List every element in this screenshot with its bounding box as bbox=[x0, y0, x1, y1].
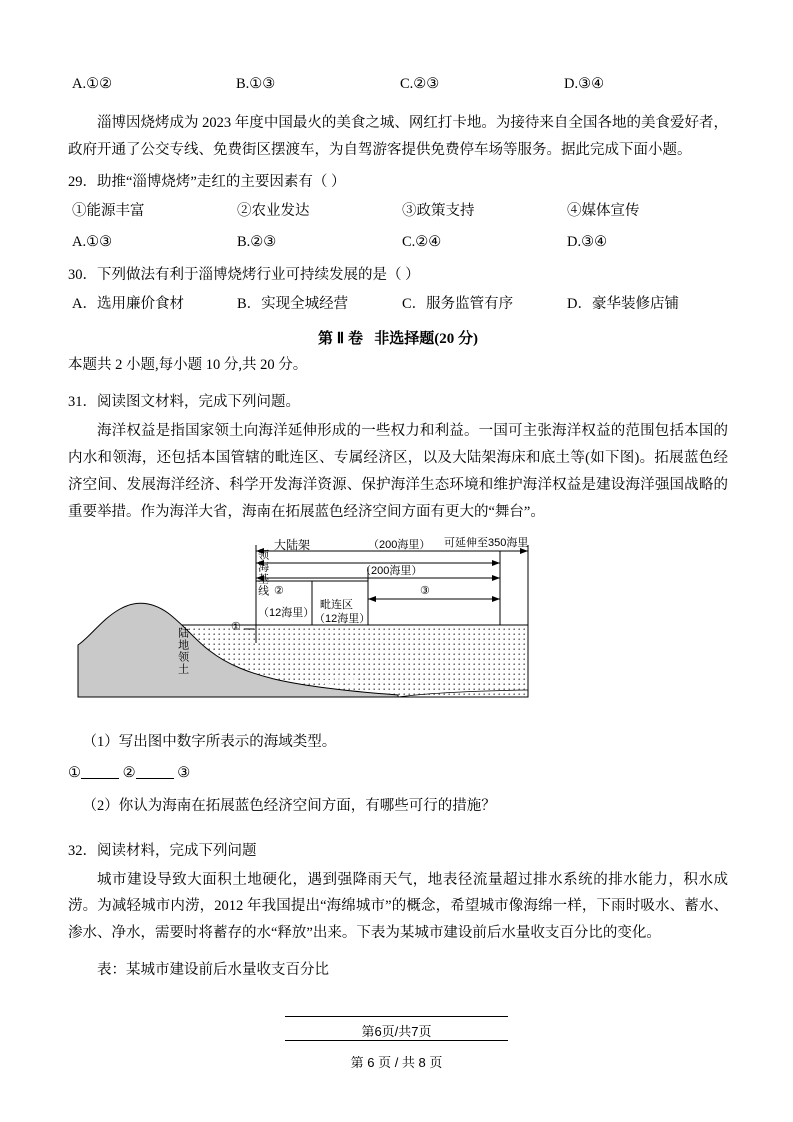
q29-option-d: D.③④ bbox=[567, 234, 608, 250]
section-2-title-part1: 第 bbox=[318, 331, 337, 348]
ocean-rights-svg bbox=[68, 533, 728, 723]
q29-option-a: A.①③ bbox=[72, 234, 113, 250]
page-content bbox=[68, 74, 728, 984]
question-32 bbox=[68, 838, 728, 865]
question-31-blanks bbox=[68, 760, 728, 787]
figure-label-land: 陆地领土 bbox=[176, 627, 189, 676]
page-footer-top: 第6页/共7页 bbox=[361, 1024, 432, 1039]
question-32-passage: 城市建设导致大面积土地硬化，遇到强降雨天气，地表径流量超过排水系统的排水能力，积水成涝。为减轻城市内涝，2012 年我国提出“海绵城市”的概念，希望城市像海绵一样，下雨时吸水、蓄水、渗水、净水，需要时将蓄存的水“释放”出来。下表为某城市建设前后水量收支百分比的变化。 bbox=[68, 871, 728, 942]
question-31-sub-2: （2）你认为海南在拓展蓝色经济空间方面，有哪些可行的措施？ bbox=[82, 797, 496, 814]
q30-option-c: C．服务监管有序 bbox=[402, 295, 514, 312]
question-32-number: 32． bbox=[68, 842, 97, 859]
figure-label-shelf: 大陆架 bbox=[274, 538, 311, 553]
page-footer-bottom: 第 6 页 / 共 8 页 bbox=[350, 1055, 443, 1070]
question-29 bbox=[68, 169, 728, 196]
figure-label-eez: （200海里） bbox=[360, 565, 423, 578]
question-32-table-caption: 表：某城市建设前后水量收支百分比 bbox=[97, 962, 329, 978]
figure-label-contiguous: 毗连区 bbox=[320, 599, 353, 612]
section-2-note: 本题共 2 小题,每小题 10 分,共 20 分。 bbox=[68, 357, 308, 374]
section-2-title-part3: 非选择题(20 分) bbox=[374, 331, 478, 348]
question-32-stem: 阅读材料，完成下列问题 bbox=[97, 842, 257, 859]
question-29-items bbox=[68, 198, 728, 225]
question-29-number: 29． bbox=[68, 174, 97, 191]
figure-label-shelf-range: （200海里） bbox=[368, 539, 431, 552]
q30-option-b: B．实现全城经营 bbox=[237, 295, 349, 312]
blank-label-3: ③ bbox=[177, 765, 191, 782]
question-31-sub-1: （1）写出图中数字所表示的海域类型。 bbox=[82, 734, 337, 751]
q29-item-2: ②农业发达 bbox=[237, 203, 310, 220]
question-29-text: 助推“淄博烧烤”走红的主要因素有（ ） bbox=[97, 174, 346, 191]
option-c: C.②③ bbox=[400, 76, 440, 92]
question-31-number: 31． bbox=[68, 394, 97, 411]
section-2-title-part2: 卷 bbox=[344, 331, 363, 348]
figure-label-extend: 可延伸至350海里 bbox=[444, 537, 529, 550]
question-30-text: 下列做法有利于淄博烧烤行业可持续发展的是（ ） bbox=[97, 266, 420, 283]
q30-option-a: A．选用廉价食材 bbox=[72, 295, 184, 312]
figure-label-shelf-water: 大陆架 bbox=[320, 674, 357, 689]
question-30 bbox=[68, 262, 728, 289]
figure-label-num2-range: （12海里） bbox=[258, 607, 315, 620]
figure-label-num1: ① bbox=[231, 621, 241, 634]
passage-zibo: 淄博因烧烤成为 2023 年度中国最火的美食之城、网红打卡地。为接待来自全国各地的美食爱好者，政府开通了公交专线、免费街区摆渡车，为自驾游客提供免费停车场等服务。据此完成下面小题。 bbox=[68, 114, 728, 158]
figure-label-contiguous-range: （12海里） bbox=[314, 613, 371, 626]
blank-field-2[interactable] bbox=[136, 764, 174, 780]
question-31-stem: 阅读图文材料，完成下列问题。 bbox=[97, 394, 300, 411]
footer-divider-bottom bbox=[285, 1040, 508, 1041]
blank-field-1[interactable] bbox=[81, 764, 119, 780]
section-2-title-roman: Ⅱ bbox=[336, 331, 345, 348]
footer-divider-top bbox=[285, 1016, 508, 1017]
q29-item-4: ④媒体宣传 bbox=[567, 203, 640, 220]
q30-option-d: D．豪华装修店铺 bbox=[567, 295, 679, 312]
question-31 bbox=[68, 389, 728, 416]
question-29-options bbox=[68, 229, 728, 256]
question-30-options bbox=[68, 291, 728, 318]
question-30-number: 30． bbox=[68, 266, 97, 283]
option-b: B.①③ bbox=[236, 76, 276, 92]
q29-item-1: ①能源丰富 bbox=[72, 203, 145, 220]
figure-label-num3: ③ bbox=[420, 585, 430, 598]
ocean-rights-diagram bbox=[68, 533, 728, 723]
figure-label-num2: ② bbox=[274, 585, 284, 598]
q29-item-3: ③政策支持 bbox=[402, 203, 475, 220]
option-d: D.③④ bbox=[564, 76, 605, 92]
blank-label-2: ② bbox=[122, 765, 136, 782]
q29-option-c: C.②④ bbox=[402, 234, 442, 250]
section-2-title bbox=[68, 327, 728, 348]
top-options-row bbox=[68, 74, 728, 96]
blank-label-1: ① bbox=[68, 765, 81, 782]
figure-label-baseline: 领海基线 bbox=[256, 549, 269, 598]
option-a: A.①② bbox=[72, 76, 113, 92]
question-31-passage: 海洋权益是指国家领土向海洋延伸形成的一些权力和利益。一国可主张海洋权益的范围包括本国的内水和领海，还包括本国管辖的毗连区、专属经济区，以及大陆架海床和底土等(如下图)。拓展蓝色经济空间、发展海洋经济、科学开发海洋资源、保护海洋生态环境和维护海洋权益是建设海洋强国战略的重要举措。作为海洋大省，海南在拓展蓝色经济空间方面有更大的“舞台”。 bbox=[68, 423, 728, 520]
q29-option-b: B.②③ bbox=[237, 234, 277, 250]
